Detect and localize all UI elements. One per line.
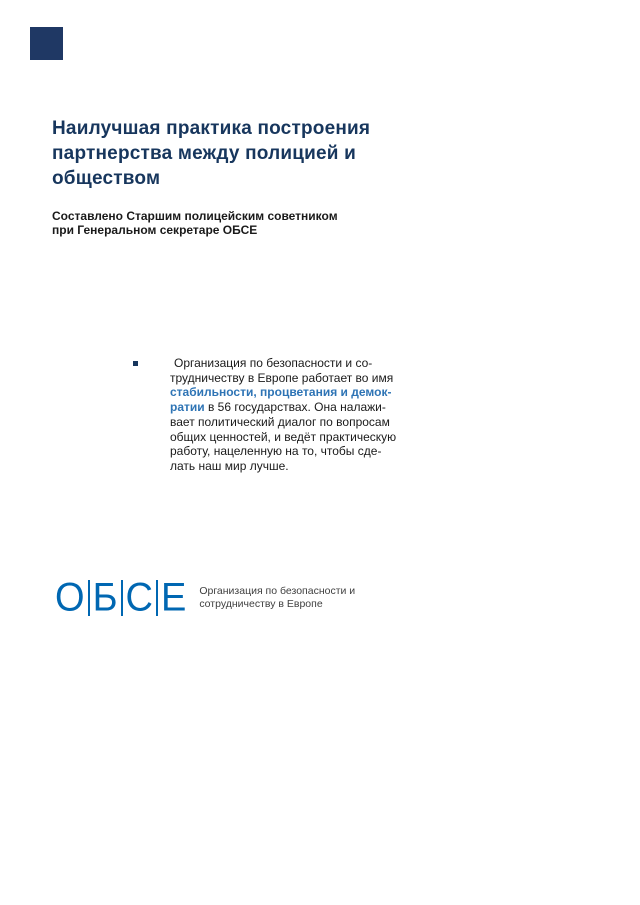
logo-letter: Е (160, 575, 187, 621)
bullet-paragraph-text (170, 356, 432, 474)
subtitle-line: Составлено Старшим полицейским советником (52, 209, 338, 223)
paragraph-line: общих ценностей, и ведёт практическую (170, 429, 397, 444)
paragraph-line: работу, нацеленную на то, чтобы сде- (170, 444, 382, 459)
paragraph-line: ратии в 56 государствах. Она налажи- (170, 400, 386, 415)
title-line: обществом (52, 168, 161, 189)
paragraph-line: трудничеству в Европе работает во имя (170, 370, 394, 385)
intro-paragraph-block (133, 356, 432, 474)
osce-logo (52, 576, 355, 620)
logo-caption-line: сотрудничеству в Европе (199, 598, 323, 610)
logo-caption-line: Организация по безопасности и (199, 585, 356, 597)
title-line: партнерства между полицией и (52, 143, 357, 164)
paragraph-line: лать наш мир лучше. (170, 458, 289, 473)
document-title (52, 116, 370, 191)
square-bullet-icon (133, 361, 138, 366)
logo-letter: С (125, 575, 153, 621)
logo-letter: О (55, 575, 85, 621)
osce-logo-letters (52, 576, 189, 620)
title-line: Наилучшая практика построения (52, 118, 371, 139)
document-subtitle (52, 209, 338, 237)
paragraph-line: вает политический диалог по вопросам (170, 414, 390, 429)
paragraph-line: стабильности, процветания и демок- (170, 385, 392, 400)
osce-logo-caption (199, 585, 355, 611)
subtitle-line: при Генеральном секретаре ОБСЕ (52, 223, 258, 237)
logo-letter: Б (92, 575, 118, 621)
corner-square-decoration (30, 27, 63, 60)
paragraph-line: Организация по безопасности и со- (174, 356, 373, 370)
